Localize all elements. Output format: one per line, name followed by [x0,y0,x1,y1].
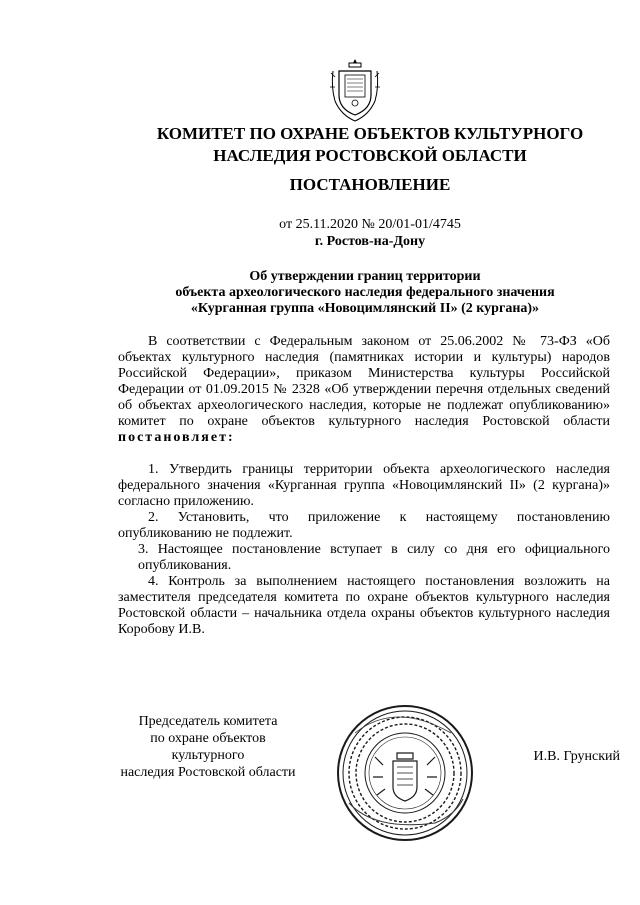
preamble-text: В соответствии с Федеральным законом от 25.06.2002 № 73-ФЗ «Об объектах культурного наследия (памятниках истории и культуры) народов Российской Федерации», приказом Министерства культуры Российской Федерации от 01.09.2015 № 2328 «Об утверждении перечня отдельных сведений об объектах археологического наследия, которые не подлежат опубликованию» комитет по охране объектов культурного наследия Ростовской области [118,334,610,429]
position-line-2: по охране объектов культурного [150,731,266,763]
signatory-position [118,713,298,781]
document-city: г. Ростов-на-Дону [314,234,426,249]
subject-line-2: объекта археологического наследия федерального значения [175,285,555,300]
resolution-items [118,462,610,638]
subject-line-1: Об утверждении границ территории [249,269,481,284]
coat-of-arms-icon [329,57,381,123]
resolution-item-4: 4. Контроль за выполнением настоящего постановления возложить на заместителя председателя комитета по охране объектов культурного наследия Ростовской области – начальника отдела охраны объектов культурного наследия Коробову И.В. [118,574,610,637]
official-seal-icon [335,703,475,843]
preamble-paragraph [118,334,610,446]
resolve-word: постановляет: [118,430,235,445]
organization-name [100,123,640,167]
preamble [118,334,610,446]
document-subject [120,269,610,317]
resolution-item-2: 2. Установить, что приложение к настоящему постановлению опубликованию не подлежит. [118,510,610,541]
signatory-name: И.В. Грунский [533,749,620,764]
organization-line-1: КОМИТЕТ ПО ОХРАНЕ ОБЪЕКТОВ КУЛЬТУРНОГО [156,124,584,143]
subject-line-3: «Курганная группа «Новоцимлянский II» (2 кургана)» [190,301,540,316]
organization-line-2: НАСЛЕДИЯ РОСТОВСКОЙ ОБЛАСТИ [213,146,527,165]
position-line-1: Председатель комитета [138,714,278,729]
position-line-3: наследия Ростовской области [120,765,296,780]
document-date-number: от 25.11.2020 № 20/01-01/4745 [279,217,461,232]
resolution-item-3: 3. Настоящее постановление вступает в силу со дня его официального опубликования. [138,542,610,573]
resolution-item-1: 1. Утвердить границы территории объекта археологического наследия федерального значения «Курганная группа «Новоцимлянский II» (2 кургана)» согласно приложению. [118,462,610,509]
document-type: ПОСТАНОВЛЕНИЕ [289,175,451,194]
